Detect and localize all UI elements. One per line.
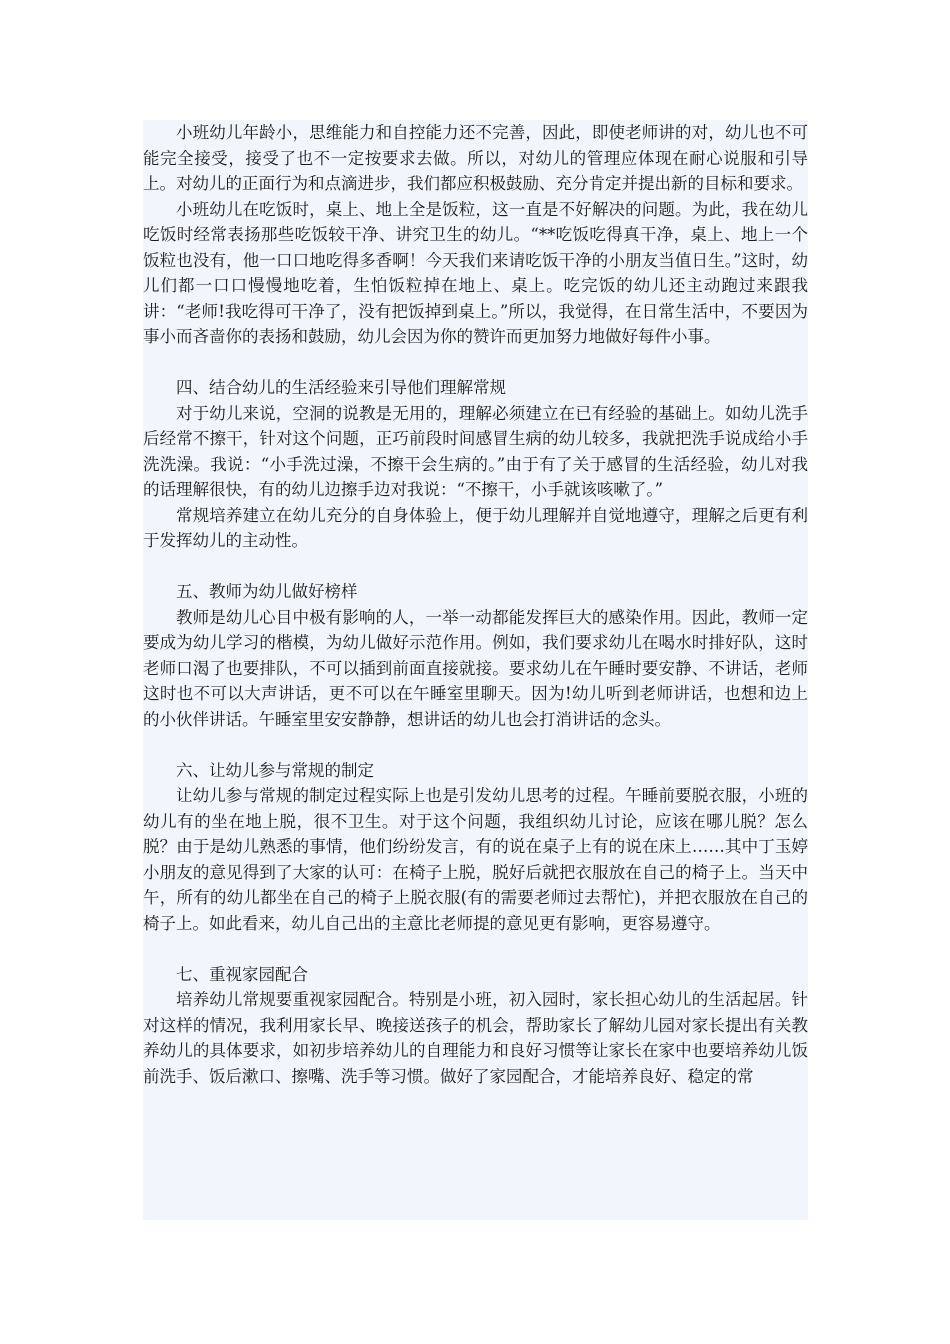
section-gap <box>143 732 808 758</box>
section-4 <box>143 375 808 554</box>
section-gap <box>143 554 808 580</box>
section-gap <box>143 350 808 376</box>
paragraph: 让幼儿参与常规的制定过程实际上也是引发幼儿思考的过程。午睡前要脱衣服，小班的幼儿有的坐在地上脱，很不卫生。对于这个问题，我组织幼儿讨论，应该在哪儿脱？怎么脱？由于是幼儿熟悉的事情，他们纷纷发言，有的说在桌子上有的说在床上……其中丁玉婷小朋友的意见得到了大家的认可：在椅子上脱，脱好后就把衣服放在自己的椅子上。当天中午，所有的幼儿都坐在自己的椅子上脱衣服(有的需要老师过去帮忙)，并把衣服放在自己的椅子上。如此看来，幼儿自己出的主意比老师提的意见更有影响，更容易遵守。 <box>143 786 808 933</box>
section-intro <box>143 120 808 350</box>
paragraph: 对于幼儿来说，空洞的说教是无用的，理解必须建立在已有经验的基础上。如幼儿洗手后经常不擦干，针对这个问题，正巧前段时间感冒生病的幼儿较多，我就把洗手说成给小手洗洗澡。我说：“小手洗过澡，不擦干会生病的。”由于有了关于感冒的生活经验，幼儿对我的话理解很快，有的幼儿边擦手边对我说：“不擦干，小手就该咳嗽了。” <box>143 403 808 499</box>
section-gap <box>143 936 808 962</box>
section-heading: 五、教师为幼儿做好榜样 <box>176 582 358 601</box>
document-body <box>143 120 808 1220</box>
paragraph: 常规培养建立在幼儿充分的自身体验上，便于幼儿理解并自觉地遵守，理解之后更有利于发挥幼儿的主动性。 <box>143 505 808 550</box>
paragraph: 小班幼儿在吃饭时，桌上、地上全是饭粒，这一直是不好解决的问题。为此，我在幼儿吃饭时经常表扬那些吃饭较干净、讲究卫生的幼儿。“**吃饭吃得真干净，桌上、地上一个饭粒也没有，他一口口地吃得多香啊！今天我们来请吃饭干净的小朋友当值日生。”这时，幼儿们都一口口慢慢地吃着，生怕饭粒掉在地上、桌上。吃完饭的幼儿还主动跑过来跟我讲：“老师!我吃得可干净了，没有把饭掉到桌上。”所以，我觉得，在日常生活中，不要因为事小而吝啬你的表扬和鼓励，幼儿会因为你的赞许而更加努力地做好每件小事。 <box>143 199 808 346</box>
section-5 <box>143 579 808 732</box>
section-heading: 七、重视家园配合 <box>176 964 308 984</box>
section-heading: 四、结合幼儿的生活经验来引导他们理解常规 <box>176 378 506 397</box>
paragraph: 小班幼儿年龄小，思维能力和自控能力还不完善，因此，即使老师讲的对，幼儿也不可能完全接受，接受了也不一定按要求去做。所以，对幼儿的管理应体现在耐心说服和引导上。对幼儿的正面行为和点滴进步，我们都应积极鼓励、充分肯定并提出新的目标和要求。 <box>143 123 808 193</box>
paragraph: 培养幼儿常规要重视家园配合。特别是小班，初入园时，家长担心幼儿的生活起居。针对这样的情况，我利用家长早、晚接送孩子的机会，帮助家长了解幼儿园对家长提出有关教养幼儿的具体要求，如初步培养幼儿的自理能力和良好习惯等让家长在家中也要培养幼儿饭前洗手、饭后漱口、擦嘴、洗手等习惯。做好了家园配合，才能培养良好、稳定的常 <box>143 990 808 1086</box>
section-6 <box>143 758 808 937</box>
paragraph: 教师是幼儿心目中极有影响的人，一举一动都能发挥巨大的感染作用。因此，教师一定要成为幼儿学习的楷模，为幼儿做好示范作用。例如，我们要求幼儿在喝水时排好队，这时老师口渴了也要排队，不可以插到前面直接就接。要求幼儿在午睡时要安静、不讲话，老师这时也不可以大声讲话，更不可以在午睡室里聊天。因为!幼儿听到老师讲话，也想和边上的小伙伴讲话。午睡室里安安静静，想讲话的幼儿也会打消讲话的念头。 <box>143 607 808 729</box>
section-heading: 六、让幼儿参与常规的制定 <box>176 760 374 780</box>
section-7 <box>143 962 808 1090</box>
